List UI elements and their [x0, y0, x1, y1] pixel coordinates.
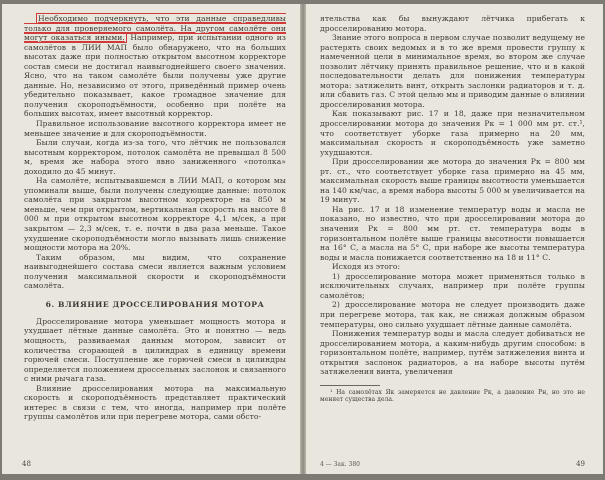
printer-signature: 4 — Зак. 380 [320, 461, 360, 468]
highlight-box: Необходимо подчеркнуть, что эти данные справедливы только для проверяемого самолёта. На другом самолёте они могут оказаться иными. [24, 14, 286, 43]
paragraph: Правильное использование высотного корректора имеет не меньшее значение и для скороподъёмности. [24, 119, 286, 138]
paragraph: Таким образом, мы видим, что сохранение наивыгоднейшего состава смеси является важным условием получения максимальной скорости и скороподъёмности самолёта. [24, 252, 286, 291]
paragraph: Исходя из этого: [332, 262, 401, 272]
paragraph: Как показывают рис. 17 и 18, даже при незначительном дросселировании мотора до значения Pк = 1 000 мм рт. ст.¹, что соответствует уборке газа примерно на 20 мм, максимальная скорость и скороподъёмность уже заметно ухудшаются. [320, 109, 585, 157]
right-page [304, 4, 603, 474]
paragraph: 2) дросселирование мотора не следует производить даже при перегреве мотора, так как, не снижая должным образом температуры, оно сильно ухудшает лётные данные самолёта. [320, 300, 585, 329]
paragraph: Влияние дросселирования мотора на максимальную скорость и скороподъёмность представляет практический интерес в связи с тем, что иногда, например при полёте группы самолётов или при перегреве мотора, сами обсто- [24, 383, 286, 422]
left-page [2, 4, 302, 474]
paragraph-highlighted [24, 14, 286, 119]
paragraph: При дросселировании же мотора до значения Pк = 800 мм рт. ст., что соответствует уборке газа примерно на 45 мм, максимальная скорость выше границы высотности уменьшается на 140 км/час, а время набора высоты 5 000 м увеличивается на 19 минут. [320, 157, 585, 205]
paragraph: Понижения температур воды и масла следует добиваться не дросселированием мотора, а каким-нибудь другим способом: в горизонтальном полёте, например, путём затяжеления винта и открытия заслонок радиаторов, а на наборе высоты путём затяжеления винта, увеличения [320, 329, 585, 377]
paragraph: ятельства как бы вынуждают лётчика прибегать к дросселированию мотора. [320, 14, 585, 33]
paragraph: На самолёте, испытывавшемся в ЛИИ МАП, о котором мы упоминали выше, были получены следующие данные: потолок самолёта при закрытом высотном корректоре на 850 м меньше, чем при открытом, вертикальная скорость на высоте 8 000 м при открытом высотном корректоре 4,1 м/сек, а при закрытом — 2,3 м/сек, т. е. почти в два раза меньше. Такое ухудшение скороподъёмности могло вызывать лишь снижение мощности мотора на 20%. [24, 176, 286, 253]
paragraph: Были случаи, когда из-за того, что лётчик не пользовался высотным корректором, потолок самолёта не превышал 8 500 м, время же набора этого явно заниженного «потолка» доходило до 45 минут. [24, 138, 286, 176]
footnote-divider [320, 385, 380, 386]
page-number: 49 [576, 460, 585, 468]
paragraph: На рис. 17 и 18 изменение температур воды и масла не показано, но известно, что при дросселировании мотора до значения Pк = 800 мм рт. ст. температура воды в горизонтальном полёте выше границы высотности повышается на 16° С, а масла на 5° С, при наборе же высоты температура воды и масла понижается соответственно на 18 и 11° С. [320, 204, 585, 262]
page-number: 48 [22, 460, 31, 468]
paragraph: Дросселирование мотора уменьшает мощность мотора и ухудшает лётные данные самолёта. Это и понятно — ведь мощность, развиваемая данным мотором, зависит от количества сгорающей в цилиндрах в единицу времени горючей смеси. Поступление же горючей смеси в цилиндры определяется положением дроссельных заслонок и связанного с ними рычага газа. [24, 316, 286, 384]
paragraph: 1) дросселирование мотора может применяться только в исключительных случаях, например при полёте группы самолётов; [320, 271, 585, 300]
paragraph: Знание этого вопроса в первом случае позволит ведущему не растерять своих ведомых и в то же время провести группу к намеченной цели в минимальное время, во втором же случае позволит лётчику принять правильное решение, что и в какой последовательности делать для понижения температуры мотора: затяжелить винт, открыть заслонки радиаторов и т. д. или сбавить газ. С этой целью мы и приводим данные о влиянии дросселирования мотора. [320, 33, 585, 109]
section-heading: 6. ВЛИЯНИЕ ДРОССЕЛИРОВАНИЯ МОТОРА [45, 299, 265, 309]
paragraph-continuation: Например, при испытании одного из самолётов в ЛИИ МАП было обнаружено, что на больших высотах даже при полностью открытом высотном корректоре состав смеси не достигал наивыгоднейшего своего значения. Ясно, что на таком самолёте были получены уже другие данные. Но, независимо от этого, приведённый пример очень убедительно показывает, какое громадное значение для получения скороподъёмности, особенно при полёте на больших высотах, имеет высотный корректор. [24, 33, 286, 119]
footnote: ¹ На самолётах Як замеряется не давление Pк, а давление Pн, но это не меняет существа дела. [320, 388, 585, 404]
book-gutter [300, 4, 306, 474]
